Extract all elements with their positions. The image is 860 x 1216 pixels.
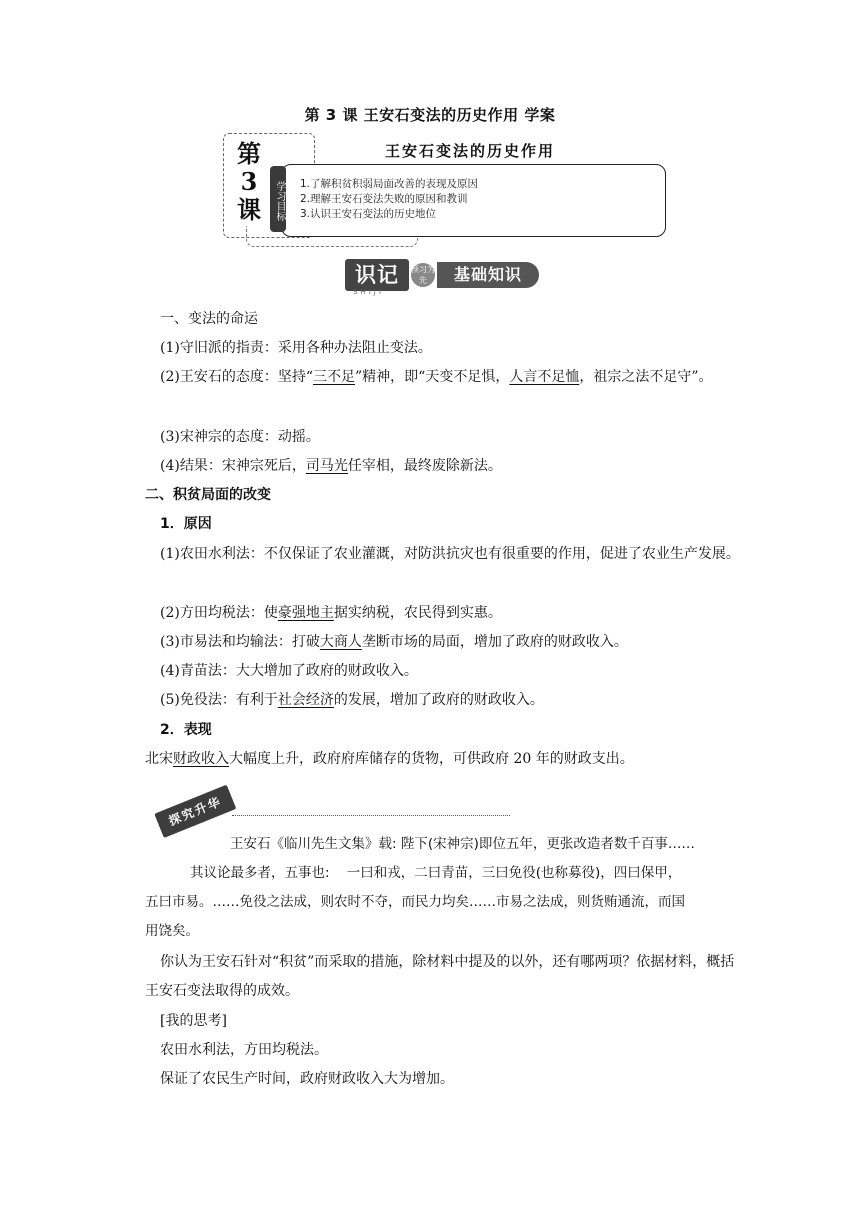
text-run: (2)王安石的态度：坚持“	[160, 369, 313, 385]
text-run: 据实纳税，农民得到实惠。	[333, 605, 502, 621]
reason-4: (4)青苗法：大大增加了政府的财政收入。	[160, 663, 418, 679]
badge-pinyin: SHIJI	[353, 288, 384, 296]
text-run: (4)结果：宋神宗死后，	[160, 458, 306, 474]
underlined-term: 大商人	[319, 634, 362, 650]
badge-mid-text: 预习为先	[411, 265, 435, 285]
question-text: 你认为王安石针对“积贫”而采取的措施，除材料中提及的以外，还有哪两项？依据材料，概括王安石变法取得的成效。	[145, 954, 735, 999]
text-run: 垄断市场的局面，增加了政府的财政收入。	[361, 634, 628, 650]
quote-line-1: 王安石《临川先生文集》载: 陛下(宋神宗)即位五年，更张改造者数千百事……	[230, 836, 695, 852]
effect-text	[145, 745, 725, 774]
section2-sub2: 2．表现	[160, 722, 212, 738]
underlined-term: 豪强地主	[277, 605, 334, 621]
section1-p1: (1)守旧派的指责：采用各种办法阻止变法。	[160, 340, 432, 356]
underlined-term: 财政收入	[173, 751, 229, 767]
text-run: ”精神，即“天变不足惧，	[355, 369, 510, 385]
goal-item: 2.理解王安石变法失败的原因和教训	[300, 193, 468, 205]
page-title: 第 3 课 王安石变法的历史作用 学案	[304, 106, 556, 124]
reason-1: (1)农田水利法：不仅保证了农业灌溉，对防洪抗灾也有很重要的作用，促进了农业生产发展。	[160, 546, 740, 562]
underlined-term: 司马光	[305, 458, 348, 474]
lesson-char-3: 课	[237, 195, 261, 224]
underlined-term: 社会经济	[277, 692, 334, 708]
text-run: 的发展，增加了政府的财政收入。	[333, 692, 544, 708]
learning-goals-list	[300, 177, 478, 222]
text-run: (3)市易法和均输法：打破	[160, 634, 320, 650]
my-thinking-label: [我的思考]	[160, 1013, 227, 1029]
underlined-term: 三不足	[313, 369, 355, 385]
reason-3	[160, 628, 740, 657]
quote-line-3: 五曰市易。……免役之法成，则农时不夺，而民力均矣……市易之法成，则货贿通流，而国	[145, 894, 685, 910]
explore-tag: 探究升华	[154, 785, 236, 838]
lesson-char-2: 3	[240, 167, 258, 196]
section2-sub1: 1．原因	[160, 516, 212, 532]
reason-5	[160, 686, 740, 715]
text-run: ，祖宗之法不足守”。	[579, 369, 713, 385]
section2-heading: 二、积贫局面的改变	[145, 487, 271, 503]
badge-main-text: 识记	[345, 259, 409, 291]
reason-2	[160, 599, 740, 628]
answer-1: 农田水利法，方田均税法。	[160, 1042, 328, 1058]
text-run: 大幅度上升，政府府库储存的货物，可供政府 20 年的财政支出。	[229, 751, 634, 767]
text-run: (2)方田均税法：使	[160, 605, 278, 621]
underlined-term: 人言不足恤	[509, 369, 580, 385]
goal-item: 3.认识王安石变法的历史地位	[300, 208, 437, 220]
section1-p2	[160, 363, 740, 392]
answer-2: 保证了农民生产时间，政府财政收入大为增加。	[160, 1071, 454, 1087]
dotted-divider	[232, 815, 510, 816]
text-run: (5)免役法：有利于	[160, 692, 278, 708]
section1-p4	[160, 452, 740, 481]
banner-heading: 王安石变法的历史作用	[385, 142, 556, 160]
lesson-number	[229, 140, 269, 224]
lesson-char-1: 第	[237, 139, 261, 168]
section1-heading: 一、变法的命运	[160, 311, 258, 327]
text-run: 北宋	[145, 751, 173, 767]
section-badge	[345, 259, 543, 295]
badge-tail-text: 基础知识	[437, 262, 539, 288]
quote-line-4: 用饶矣。	[145, 923, 199, 939]
quote-line-2: 其议论最多者，五事也: 一曰和戎，二曰青苗，三曰免役(也称募役)，四曰保甲，	[190, 865, 682, 881]
text-run: 任宰相，最终废除新法。	[347, 458, 502, 474]
learning-goals-tag: 学习目标	[270, 166, 286, 232]
section1-p3: (3)宋神宗的态度：动摇。	[160, 429, 320, 445]
goal-item: 1.了解积贫积弱局面改善的表现及原因	[300, 178, 479, 190]
